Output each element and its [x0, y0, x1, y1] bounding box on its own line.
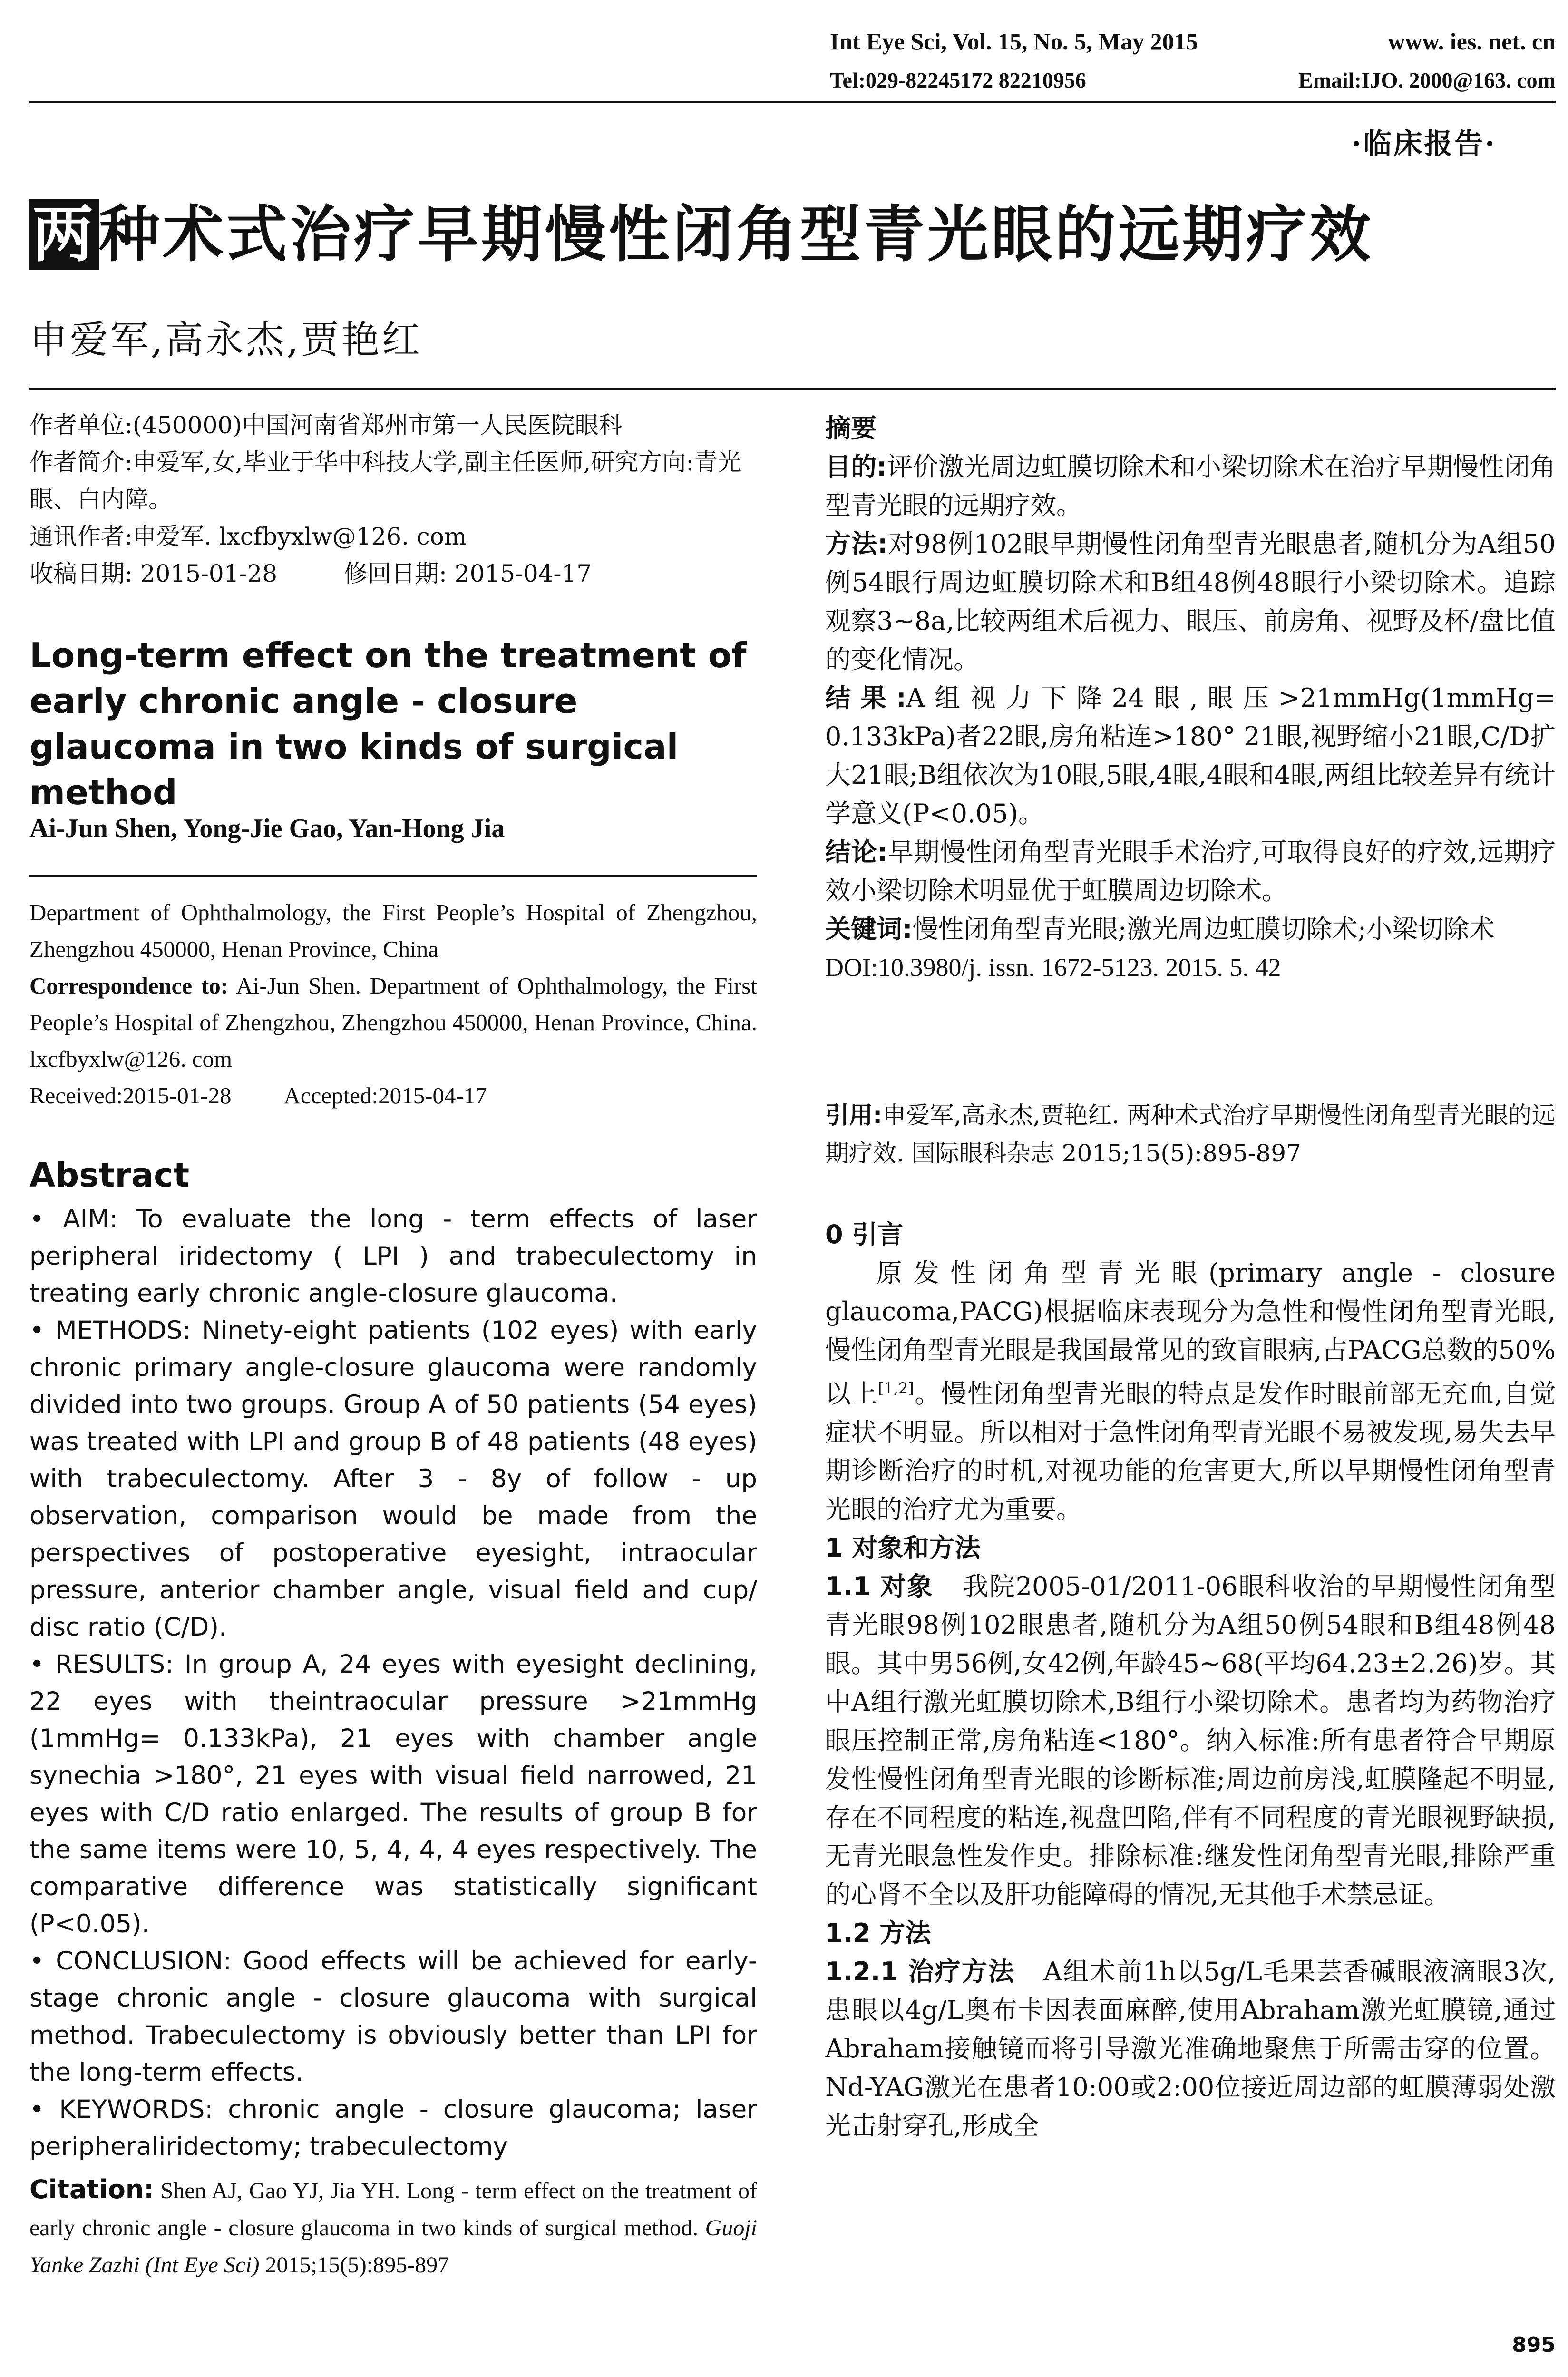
left-rule: [29, 875, 757, 877]
results-label: 结果:: [825, 683, 906, 713]
treatment-text: A组术前1h以5g/L毛果芸香碱眼液滴眼3次,患眼以4g/L奥布卡因表面麻醉,使用Abraham激光虹膜镜,通过Abraham接触镜而将引导激光准确地聚焦于所需击穿的位置。Nd-YAG激光在患者10:00或2:00位接近周边部的虹膜薄弱处激光击射穿孔,形成全: [825, 1957, 1556, 2141]
abstract-keywords: • KEYWORDS: chronic angle - closure glaucoma; laser peripheraliridectomy; trabeculectomy: [29, 2095, 757, 2161]
abstract-aim: • AIM: To evaluate the long - term effects of laser peripheral iridectomy ( LPI ) and trabeculectomy in treating early chronic angle-closure glaucoma.: [29, 1205, 757, 1308]
aim-text: 评价激光周边虹膜切除术和小梁切除术在治疗早期慢性闭角型青光眼的远期疗效。: [825, 452, 1556, 520]
citation-en: [29, 2171, 757, 2284]
abstract-cn-heading: 摘要: [825, 413, 877, 443]
en-received: Received:2015-01-28: [29, 1082, 232, 1109]
abstract-methods: • METHODS: Ninety-eight patients (102 eyes) with early chronic primary angle-closure glaucoma were randomly divided into two groups. Group A of 50 patients (54 eyes) was treated with LPI and group B of 48 patients (48 eyes) with trabeculectomy. After 3 - 8y of follow - up observation, comparison would be made from the perspectives of postoperative eyesight, intraocular pressure, anterior chamber angle, visual field and cup/ disc ratio (C/D).: [29, 1316, 757, 1642]
keywords-label: 关键词:: [825, 914, 913, 944]
en-accepted: Accepted:2015-04-17: [283, 1082, 487, 1109]
abstract-cn-aim: [825, 448, 1556, 525]
citation-cn-label: 引用:: [825, 1101, 883, 1129]
aim-label: 目的:: [825, 452, 887, 482]
department: Department of Ophthalmology, the First People’s Hospital of Zhengzhou, Zhengzhou 450000, Henan Province, China: [29, 899, 757, 962]
abstract-en: [29, 1201, 757, 2165]
affiliation-block: [29, 894, 757, 1114]
abstract-conclusion: • CONCLUSION: Good effects will be achieved for early-stage chronic angle - closure glaucoma with surgical method. Trabeculectomy is obviously better than LPI for the long-term effects.: [29, 1947, 757, 2087]
header-rule: [29, 101, 1556, 103]
results-text: A组视力下降24眼,眼压>21mmHg(1mmHg= 0.133kPa)者22眼,房角粘连>180° 21眼,视野缩小21眼,C/D扩大21眼;B组依次为10眼,5眼,4眼,4眼和4眼,两组比较差异有统计学意义(P<0.05)。: [825, 683, 1556, 828]
conclusion-label: 结论:: [825, 837, 888, 867]
section-label: ·临床报告·: [1351, 127, 1497, 161]
title-rest: 种术式治疗早期慢性闭角型青光眼的远期疗效: [99, 199, 1374, 270]
citation-en-journal: Guoji Yanke Zazhi (Int Eye Sci): [29, 2215, 758, 2278]
journal-info: Int Eye Sci, Vol. 15, No. 5, May 2015: [830, 28, 1198, 55]
abstract-cn: [825, 409, 1556, 987]
abstract-heading: Abstract: [29, 1156, 190, 1195]
author-unit: 作者单位:(450000)中国河南省郑州市第一人民医院眼科: [29, 411, 623, 439]
correspondence: [29, 967, 757, 1077]
subjects-paragraph: [825, 1567, 1556, 1914]
en-dates: [29, 1077, 757, 1114]
intro-text-2: 。慢性闭角型青光眼的特点是发作时眼前部无充血,自觉症状不明显。所以相对于急性闭角型青光眼不易被发现,易失去早期诊断治疗的时机,对视功能的危害更大,所以早期慢性闭角型青光眼的治疗尤为重要。: [825, 1379, 1556, 1524]
methods-text: 对98例102眼早期慢性闭角型青光眼患者,随机分为A组50例54眼行周边虹膜切除术和B组48例48眼行小梁切除术。追踪观察3~8a,比较两组术后视力、眼压、前房角、视野及杯/盘比值的变化情况。: [825, 529, 1556, 674]
treatment-label: 1.2.1 治疗方法: [825, 1957, 1015, 1987]
dates: [29, 555, 757, 592]
abstract-cn-keywords: [825, 910, 1556, 948]
intro-paragraph: [825, 1254, 1556, 1529]
abstract-cn-results: [825, 679, 1556, 833]
section1-heading: 1 对象和方法: [825, 1533, 981, 1563]
title-first-char: 两: [29, 199, 99, 270]
journal-website: www. ies. net. cn: [1388, 28, 1556, 55]
paper-title: [29, 200, 1373, 270]
body-text: [825, 1215, 1556, 2145]
doi: DOI:10.3980/j. issn. 1672-5123. 2015. 5. 42: [825, 953, 1281, 982]
methods-heading: 1.2 方法: [825, 1918, 931, 1948]
intro-heading: 0 引言: [825, 1219, 904, 1249]
treatment-paragraph: [825, 1952, 1556, 2145]
author-info: [29, 407, 757, 592]
title-rule: [29, 388, 1556, 390]
abstract-results: • RESULTS: In group A, 24 eyes with eyesight declining, 22 eyes with theintraocular pressure >21mmHg (1mmHg= 0.133kPa), 21 eyes with chamber angle synechia >180°, 21 eyes with visual field narrowed, 21 eyes with C/D ratio enlarged. The results of group B for the same items were 10, 5, 4, 4, 4 eyes respectively. The comparative difference was statistically significant (P<0.05).: [29, 1650, 757, 1939]
page-number: 895: [1512, 2333, 1556, 2357]
subjects-text: 我院2005-01/2011-06眼科收治的早期慢性闭角型青光眼98例102眼患者,随机分为A组50例54眼和B组48例48眼。其中男56例,女42例,年龄45~68(平均64.23±2.26)岁。其中A组行激光虹膜切除术,B组行小梁切除术。患者均为药物治疗眼压控制正常,房角粘连<180°。纳入标准:所有患者符合早期原发性慢性闭角型青光眼的诊断标准;周边前房浅,虹膜隆起不明显,存在不同程度的粘连,视盘凹陷,伴有不同程度的青光眼视野缺损,无青光眼急性发作史。排除标准:继发性闭角型青光眼,排除严重的心肾不全以及肝功能障碍的情况,无其他手术禁忌证。: [825, 1571, 1556, 1909]
english-authors: Ai-Jun Shen, Yong-Jie Gao, Yan-Hong Jia: [29, 814, 505, 843]
revised-date: 修回日期: 2015-04-17: [344, 560, 592, 587]
abstract-cn-methods: [825, 525, 1556, 679]
intro-ref: [1,2]: [877, 1379, 914, 1397]
citation-en-text: Shen AJ, Gao YJ, Jia YH. Long - term effect on the treatment of early chronic angle - closure glaucoma in two kinds of surgical method.: [29, 2178, 757, 2241]
subjects-label: 1.1 对象: [825, 1571, 934, 1601]
citation-en-label: Citation:: [29, 2174, 154, 2204]
methods-label: 方法:: [825, 529, 888, 559]
english-title: Long-term effect on the treatment of early chronic angle - closure glaucoma in two kinds of surgical method: [29, 635, 747, 812]
received-date: 收稿日期: 2015-01-28: [29, 560, 278, 587]
journal-tel: Tel:029-82245172 82210956: [830, 68, 1086, 92]
conclusion-text: 早期慢性闭角型青光眼手术治疗,可取得良好的疗效,远期疗效小梁切除术明显优于虹膜周边切除术。: [825, 837, 1556, 906]
correspondence-label: Correspondence to:: [29, 973, 229, 999]
keywords-text: 慢性闭角型青光眼;激光周边虹膜切除术;小梁切除术: [912, 914, 1495, 944]
citation-en-tail: 2015;15(5):895-897: [259, 2252, 449, 2278]
corresponding-author: 通讯作者:申爱军. lxcfbyxlw@126. com: [29, 523, 467, 550]
citation-cn-text: 申爱军,高永杰,贾艳红. 两种术式治疗早期慢性闭角型青光眼的远期疗效. 国际眼科杂志 2015;15(5):895-897: [825, 1101, 1556, 1167]
journal-email: Email:IJO. 2000@163. com: [1298, 68, 1556, 92]
citation-cn: [825, 1096, 1556, 1172]
intro-text-1: 原发性闭角型青光眼(primary angle - closure glaucoma,PACG)根据临床表现分为急性和慢性闭角型青光眼,慢性闭角型青光眼是我国最常见的致盲眼病,占PACG总数的50%以上: [825, 1258, 1556, 1409]
correspondence-text: Ai-Jun Shen. Department of Ophthalmology, the First People’s Hospital of Zhengzhou, Zhengzhou 450000, Henan Province, China. lxcfbyxlw@126. com: [29, 973, 757, 1072]
author-bio: 作者简介:申爱军,女,毕业于华中科技大学,副主任医师,研究方向:青光眼、白内障。: [29, 448, 742, 513]
abstract-cn-conclusion: [825, 833, 1556, 910]
authors-cn: 申爱军,高永杰,贾艳红: [29, 318, 422, 362]
